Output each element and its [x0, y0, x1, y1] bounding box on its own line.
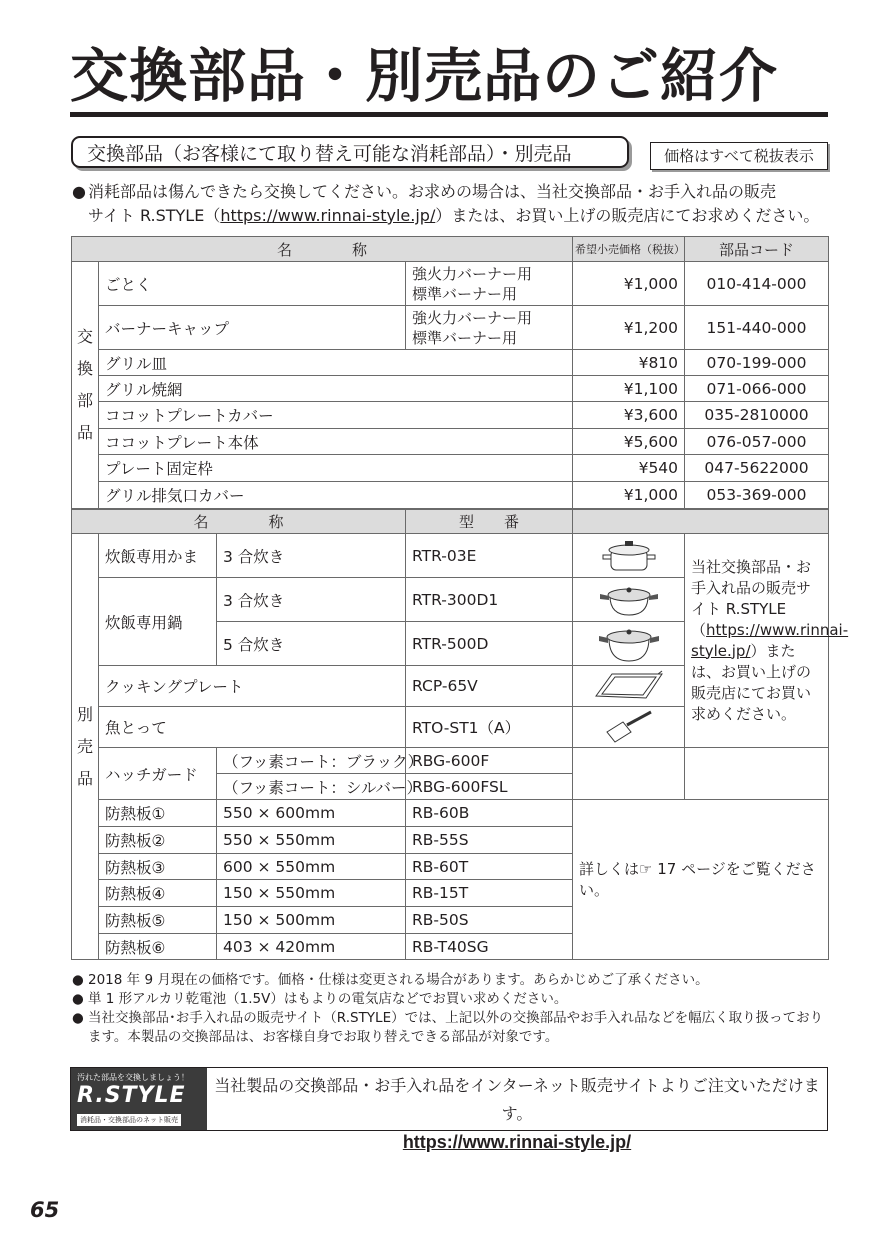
rstyle-banner [70, 1067, 828, 1152]
rstyle-logo: 汚れた部品を交換しましょう！ R.STYLE 消耗品・交換部品のネット販売 [71, 1068, 207, 1130]
rice-nabe-icon [596, 582, 662, 618]
board-name: 防熱板④ [99, 880, 217, 907]
option-model: RBG-600FSL [406, 774, 573, 800]
option-model: RTR-500D [406, 622, 573, 666]
fish-turner-illustration [573, 707, 685, 748]
intro-paragraph [72, 180, 832, 228]
board-name: 防熱板⑤ [99, 907, 217, 934]
part-price: ¥1,200 [573, 306, 685, 350]
intro-line2-pre: サイト R.STYLE（ [88, 206, 221, 225]
board-size: 550 × 550mm [217, 827, 406, 854]
part-code: 070-199-000 [685, 350, 829, 376]
shop-note-link[interactable]: https://www.rinnai-style.jp/ [691, 620, 849, 660]
footnote: 当社交換部品･お手入れ品の販売サイト（R.STYLE）では、上記以外の交換部品やお手入れ品などを幅広く取り扱っております。本製品の交換部品は、お客様自身でお取り替えできる部品が対象です。 [88, 1010, 824, 1045]
header-price: 希望小売価格（税抜） [573, 237, 685, 262]
option-spec: （フッ素コート：シルバー） [217, 774, 406, 800]
footnotes [72, 971, 832, 1047]
footnote: 2018 年 9 月現在の価格です。価格・仕様は変更される場合があります。あらかじめご了承ください。 [88, 972, 709, 988]
rice-nabe-large-icon [596, 625, 662, 663]
title-rule [70, 112, 828, 117]
option-model: RBG-600F [406, 748, 573, 774]
part-name: グリル焼網 [99, 376, 573, 402]
parts-table [71, 236, 829, 509]
part-price: ¥5,600 [573, 429, 685, 455]
part-price: ¥810 [573, 350, 685, 376]
part-name: ココットプレート本体 [99, 429, 573, 455]
part-variant: 強火力バーナー用 標準バーナー用 [406, 306, 573, 350]
option-spec: （フッ素コート：ブラック） [217, 748, 406, 774]
option-spec: 3 合炊き [217, 578, 406, 622]
rice-pot-illustration [573, 534, 685, 578]
option-name: 炊飯専用かま [99, 534, 217, 578]
board-model: RB-60B [406, 800, 573, 827]
blank-cell [685, 748, 829, 800]
header-model: 型 番 [406, 510, 573, 534]
intro-line1: 消耗部品は傷んできたら交換してください。お求めの場合は、当社交換部品・お手入れ品の販売 [88, 182, 777, 201]
rice-nabe-3-illustration [573, 578, 685, 622]
part-price: ¥3,600 [573, 402, 685, 429]
rstyle-link[interactable]: https://www.rinnai-style.jp/ [220, 206, 436, 225]
hatch-guard-blank [573, 748, 685, 800]
board-size: 150 × 550mm [217, 880, 406, 907]
part-price: ¥1,100 [573, 376, 685, 402]
option-model: RTR-300D1 [406, 578, 573, 622]
header-code: 部品コード [685, 237, 829, 262]
banner-message: 当社製品の交換部品・お手入れ品をインターネット販売サイトよりご注文いただけます。 [214, 1076, 820, 1123]
group-label-options: 別 売 品 [72, 534, 99, 960]
board-name: 防熱板③ [99, 854, 217, 880]
option-spec: 3 合炊き [217, 534, 406, 578]
board-size: 550 × 600mm [217, 800, 406, 827]
cooking-plate-illustration [573, 666, 685, 707]
group-label-parts: 交 換 部 品 [72, 262, 99, 509]
part-name: プレート固定枠 [99, 455, 573, 482]
page-number: 65 [30, 1198, 60, 1222]
part-code: 047-5622000 [685, 455, 829, 482]
bullet: ● [72, 972, 84, 988]
footnote: 単 1 形アルカリ乾電池（1.5V）はもよりの電気店などでお買い求めください。 [88, 991, 568, 1007]
part-name: ごとく [99, 262, 406, 306]
board-size: 403 × 420mm [217, 934, 406, 960]
fish-turner-icon [601, 710, 657, 744]
option-model: RTR-03E [406, 534, 573, 578]
option-spec: 5 合炊き [217, 622, 406, 666]
option-model: RCP-65V [406, 666, 573, 707]
part-name: グリル皿 [99, 350, 573, 376]
option-name: 魚とって [99, 707, 406, 748]
header-name: 名 称 [72, 237, 573, 262]
board-model: RB-T40SG [406, 934, 573, 960]
section-heading: 交換部品（お客様にて取り替え可能な消耗部品）・別売品 [71, 136, 629, 168]
bullet: ● [72, 182, 86, 201]
part-price: ¥1,000 [573, 262, 685, 306]
part-code: 151-440-000 [685, 306, 829, 350]
price-note: 価格はすべて税抜表示 [650, 142, 828, 170]
shop-note: 当社交換部品・お手入れ品の販売サイト R.STYLE（https://www.rinnai-style.jp/）または、お買い上げの販売店にてお買い求めください。 [685, 534, 829, 748]
part-name: バーナーキャップ [99, 306, 406, 350]
part-variant: 強火力バーナー用 標準バーナー用 [406, 262, 573, 306]
part-name: グリル排気口カバー [99, 482, 573, 509]
option-model: RTO-ST1（A） [406, 707, 573, 748]
board-size: 150 × 500mm [217, 907, 406, 934]
banner-url-link[interactable]: https://www.rinnai-style.jp/ [402, 1132, 632, 1152]
rice-nabe-5-illustration [573, 622, 685, 666]
part-code: 053-369-000 [685, 482, 829, 509]
part-price: ¥1,000 [573, 482, 685, 509]
intro-line2-post: ）または、お買い上げの販売店にてお求めください。 [435, 206, 820, 225]
board-model: RB-60T [406, 854, 573, 880]
board-name: 防熱板② [99, 827, 217, 854]
header-name: 名 称 [72, 510, 406, 534]
bullet: ● [72, 1010, 84, 1026]
board-name: 防熱板⑥ [99, 934, 217, 960]
board-name: 防熱板① [99, 800, 217, 827]
header-blank [573, 510, 829, 534]
board-size: 600 × 550mm [217, 854, 406, 880]
options-table [71, 509, 849, 960]
page-title: 交換部品・別売品のご紹介 [70, 42, 779, 110]
bullet: ● [72, 991, 84, 1007]
rice-pot-icon [601, 538, 657, 574]
option-name: 炊飯専用鍋 [99, 578, 217, 666]
option-name: ハッチガード [99, 748, 217, 800]
board-note: 詳しくは☞ 17 ページをご覧ください。 [573, 800, 829, 960]
board-model: RB-15T [406, 880, 573, 907]
banner-text [207, 1068, 827, 1156]
part-code: 035-2810000 [685, 402, 829, 429]
part-code: 071-066-000 [685, 376, 829, 402]
part-code: 076-057-000 [685, 429, 829, 455]
board-model: RB-50S [406, 907, 573, 934]
board-model: RB-55S [406, 827, 573, 854]
cooking-plate-icon [592, 670, 666, 702]
part-code: 010-414-000 [685, 262, 829, 306]
part-price: ¥540 [573, 455, 685, 482]
option-name: クッキングプレート [99, 666, 406, 707]
part-name: ココットプレートカバー [99, 402, 573, 429]
